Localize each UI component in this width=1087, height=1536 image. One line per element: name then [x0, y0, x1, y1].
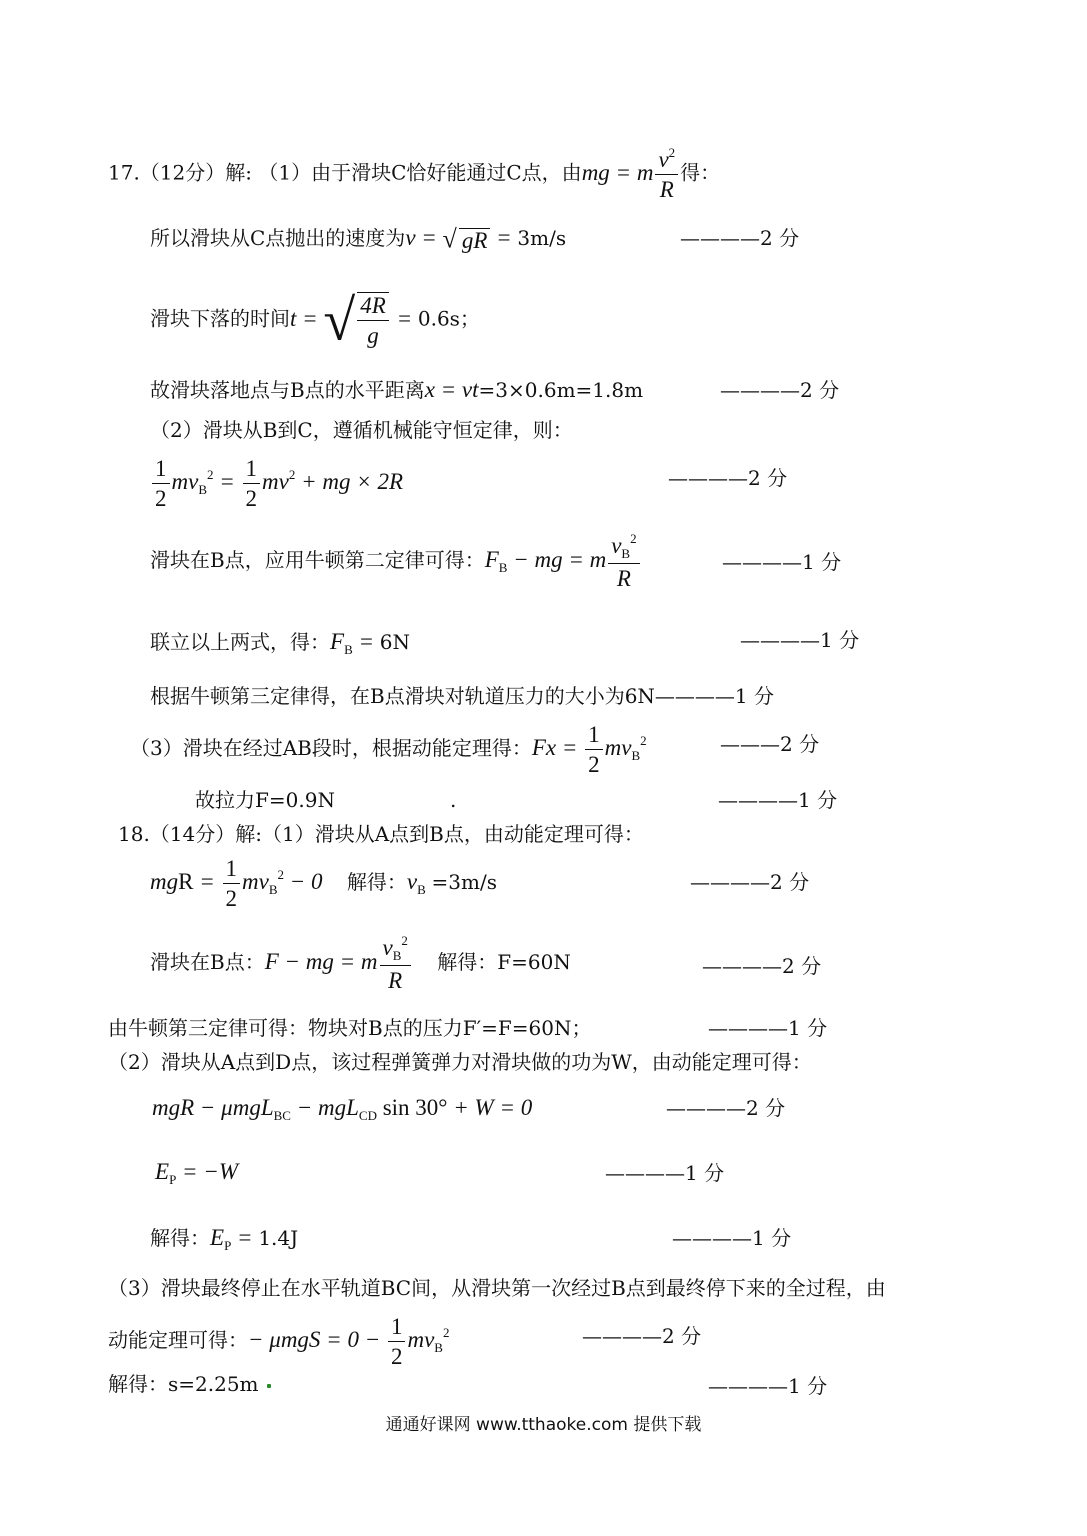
q17-line2-value: 3m/s	[517, 226, 567, 250]
q17-line7-text: 联立以上两式，得：	[150, 630, 330, 654]
q17-line4-text: 故滑块落地点与B点的水平距离	[150, 378, 425, 402]
q17-line8	[150, 686, 774, 706]
score-8: ————1 分	[718, 788, 838, 812]
q17-line4-value: =3×0.6m=1.8m	[478, 378, 644, 402]
q18-line8	[150, 1226, 298, 1252]
q17-line8-text: 根据牛顿第三定律得，在B点滑块对轨道压力的大小为6N	[150, 684, 655, 708]
score-4: ————1 分	[722, 550, 842, 574]
score-2: ————2 分	[720, 378, 840, 402]
q17-eq-time: t = √ $\frac{4R}{g}$ =	[290, 287, 418, 353]
q17-part2: （2）滑块从B到C，遵循机械能守恒定律，则：	[150, 418, 573, 442]
q17-eq-work: Fx = $\frac{1}{2}$ $mv_B^2$	[531, 722, 647, 778]
score-10: ————2 分	[702, 954, 822, 978]
q17-line6-text: 滑块在B点，应用牛顿第二定律可得：	[150, 548, 485, 573]
score-1: ————2 分	[680, 226, 800, 250]
q18-line8-value: 1.4J	[258, 1226, 299, 1250]
q18-solve1-label: 解得：	[346, 870, 407, 895]
q18-part3a: （3）滑块最终停止在水平轨道BC间，从滑块第一次经过B点到最终停下来的全过程，由	[108, 1276, 886, 1300]
q17-header	[108, 146, 720, 203]
green-dot	[267, 1384, 271, 1388]
q18-final-text: 解得：s=2.25m	[108, 1372, 259, 1396]
q18-solve2: 解得：F=60N	[437, 950, 571, 975]
q17-line2	[150, 226, 566, 253]
q18-ep: $E_P$ =	[210, 1225, 259, 1253]
q17-eq-fb: $F_B$ =	[330, 629, 380, 657]
q18-vb: $v_B$	[406, 869, 426, 898]
score-13: ————1 分	[605, 1161, 725, 1185]
q18-eq-work-energy: mgR − μmgL$_{BC}$ − mgL$_{CD}$ sin 30° + W = 0	[152, 1095, 533, 1123]
q17-line10-text: 故拉力F=0.9N	[195, 788, 335, 812]
q17-eq1-after: 得：	[680, 160, 721, 185]
q17-line3-value: 0.6s；	[417, 306, 480, 331]
q17-line2-text: 所以滑块从C点抛出的速度为	[150, 226, 406, 250]
q18-part3b-text: 动能定理可得：	[108, 1328, 248, 1353]
q18-header: 18.（14分）解:（1）滑块从A点到B点，由动能定理可得：	[118, 822, 644, 846]
score-14: ————1 分	[672, 1226, 792, 1250]
q18-line3-text: 滑块在B点：	[150, 950, 265, 975]
q18-part2: （2）滑块从A点到D点，该过程弹簧弹力对滑块做的功为W，由动能定理可得：	[108, 1050, 812, 1074]
q17-line6	[150, 532, 642, 592]
q18-part3b	[108, 1314, 449, 1370]
q18-eq-energy: mgR = $\frac{1}{2}$ $mv_B^2 - 0$	[150, 856, 323, 912]
q17-line10	[195, 790, 335, 810]
q17-part3	[130, 722, 647, 778]
q18-line7	[155, 1160, 238, 1186]
q17-eq-energy: $\frac{1}{2}$ $mv_B^2$ = $\frac{1}{2}$ $mv^2$ + mg × 2R	[150, 469, 403, 494]
score-7: ———2 分	[720, 732, 820, 756]
q18-eq-newton2: F − mg = m $\frac{v_B^2}{R}$	[265, 949, 413, 974]
q18-line6	[152, 1096, 532, 1122]
q18-final	[108, 1374, 271, 1394]
q17-eq-distance: x = vt	[424, 377, 479, 402]
q18-line8-label: 解得：	[150, 1226, 210, 1250]
q18-eq-final: − μmgS = 0 − $\frac{1}{2}$ $mv_B^2$	[248, 1314, 450, 1370]
q18-line2	[150, 856, 497, 912]
q17-eq-centripetal: mg = m $\frac{v^2}{R}$	[582, 160, 680, 185]
q17-line7-value: 6N	[379, 630, 410, 654]
score-9: ————2 分	[690, 870, 810, 894]
score-11: ————1 分	[708, 1016, 828, 1040]
score-12: ————2 分	[666, 1096, 786, 1120]
footer-source: 通通好课网 www.tthaoke.com 提供下载	[385, 1415, 702, 1435]
q17-part3-text: （3）滑块在经过AB段时，根据动能定理得：	[130, 736, 532, 761]
score-15: ————2 分	[582, 1324, 702, 1348]
q17-header-text: 17.（12分）解: （1）由于滑块C恰好能通过C点，由	[108, 160, 582, 185]
q17-line5	[150, 456, 403, 512]
score-3: ————2 分	[668, 466, 788, 490]
score-5: ————1 分	[740, 628, 860, 652]
q17-line10-dot: .	[450, 788, 457, 812]
q17-line4	[150, 378, 643, 401]
q18-eq-ep: $E_P = -W$	[155, 1159, 238, 1187]
q17-line3	[150, 287, 480, 353]
q17-line7	[150, 630, 410, 656]
q17-eq-newton2: $F_B$ − mg = m $\frac{v_B^2}{R}$	[485, 547, 642, 572]
q18-solve1-value: =3m/s	[431, 870, 497, 895]
score-6: ————1 分	[654, 684, 775, 708]
score-16: ————1 分	[708, 1374, 828, 1398]
q18-line3	[150, 934, 571, 994]
q17-line3-text: 滑块下落的时间	[150, 306, 290, 331]
q17-eq-velocity: v = √ gR =	[405, 224, 518, 254]
q18-line4: 由牛顿第三定律可得：物块对B点的压力F′=F=60N；	[108, 1016, 592, 1040]
